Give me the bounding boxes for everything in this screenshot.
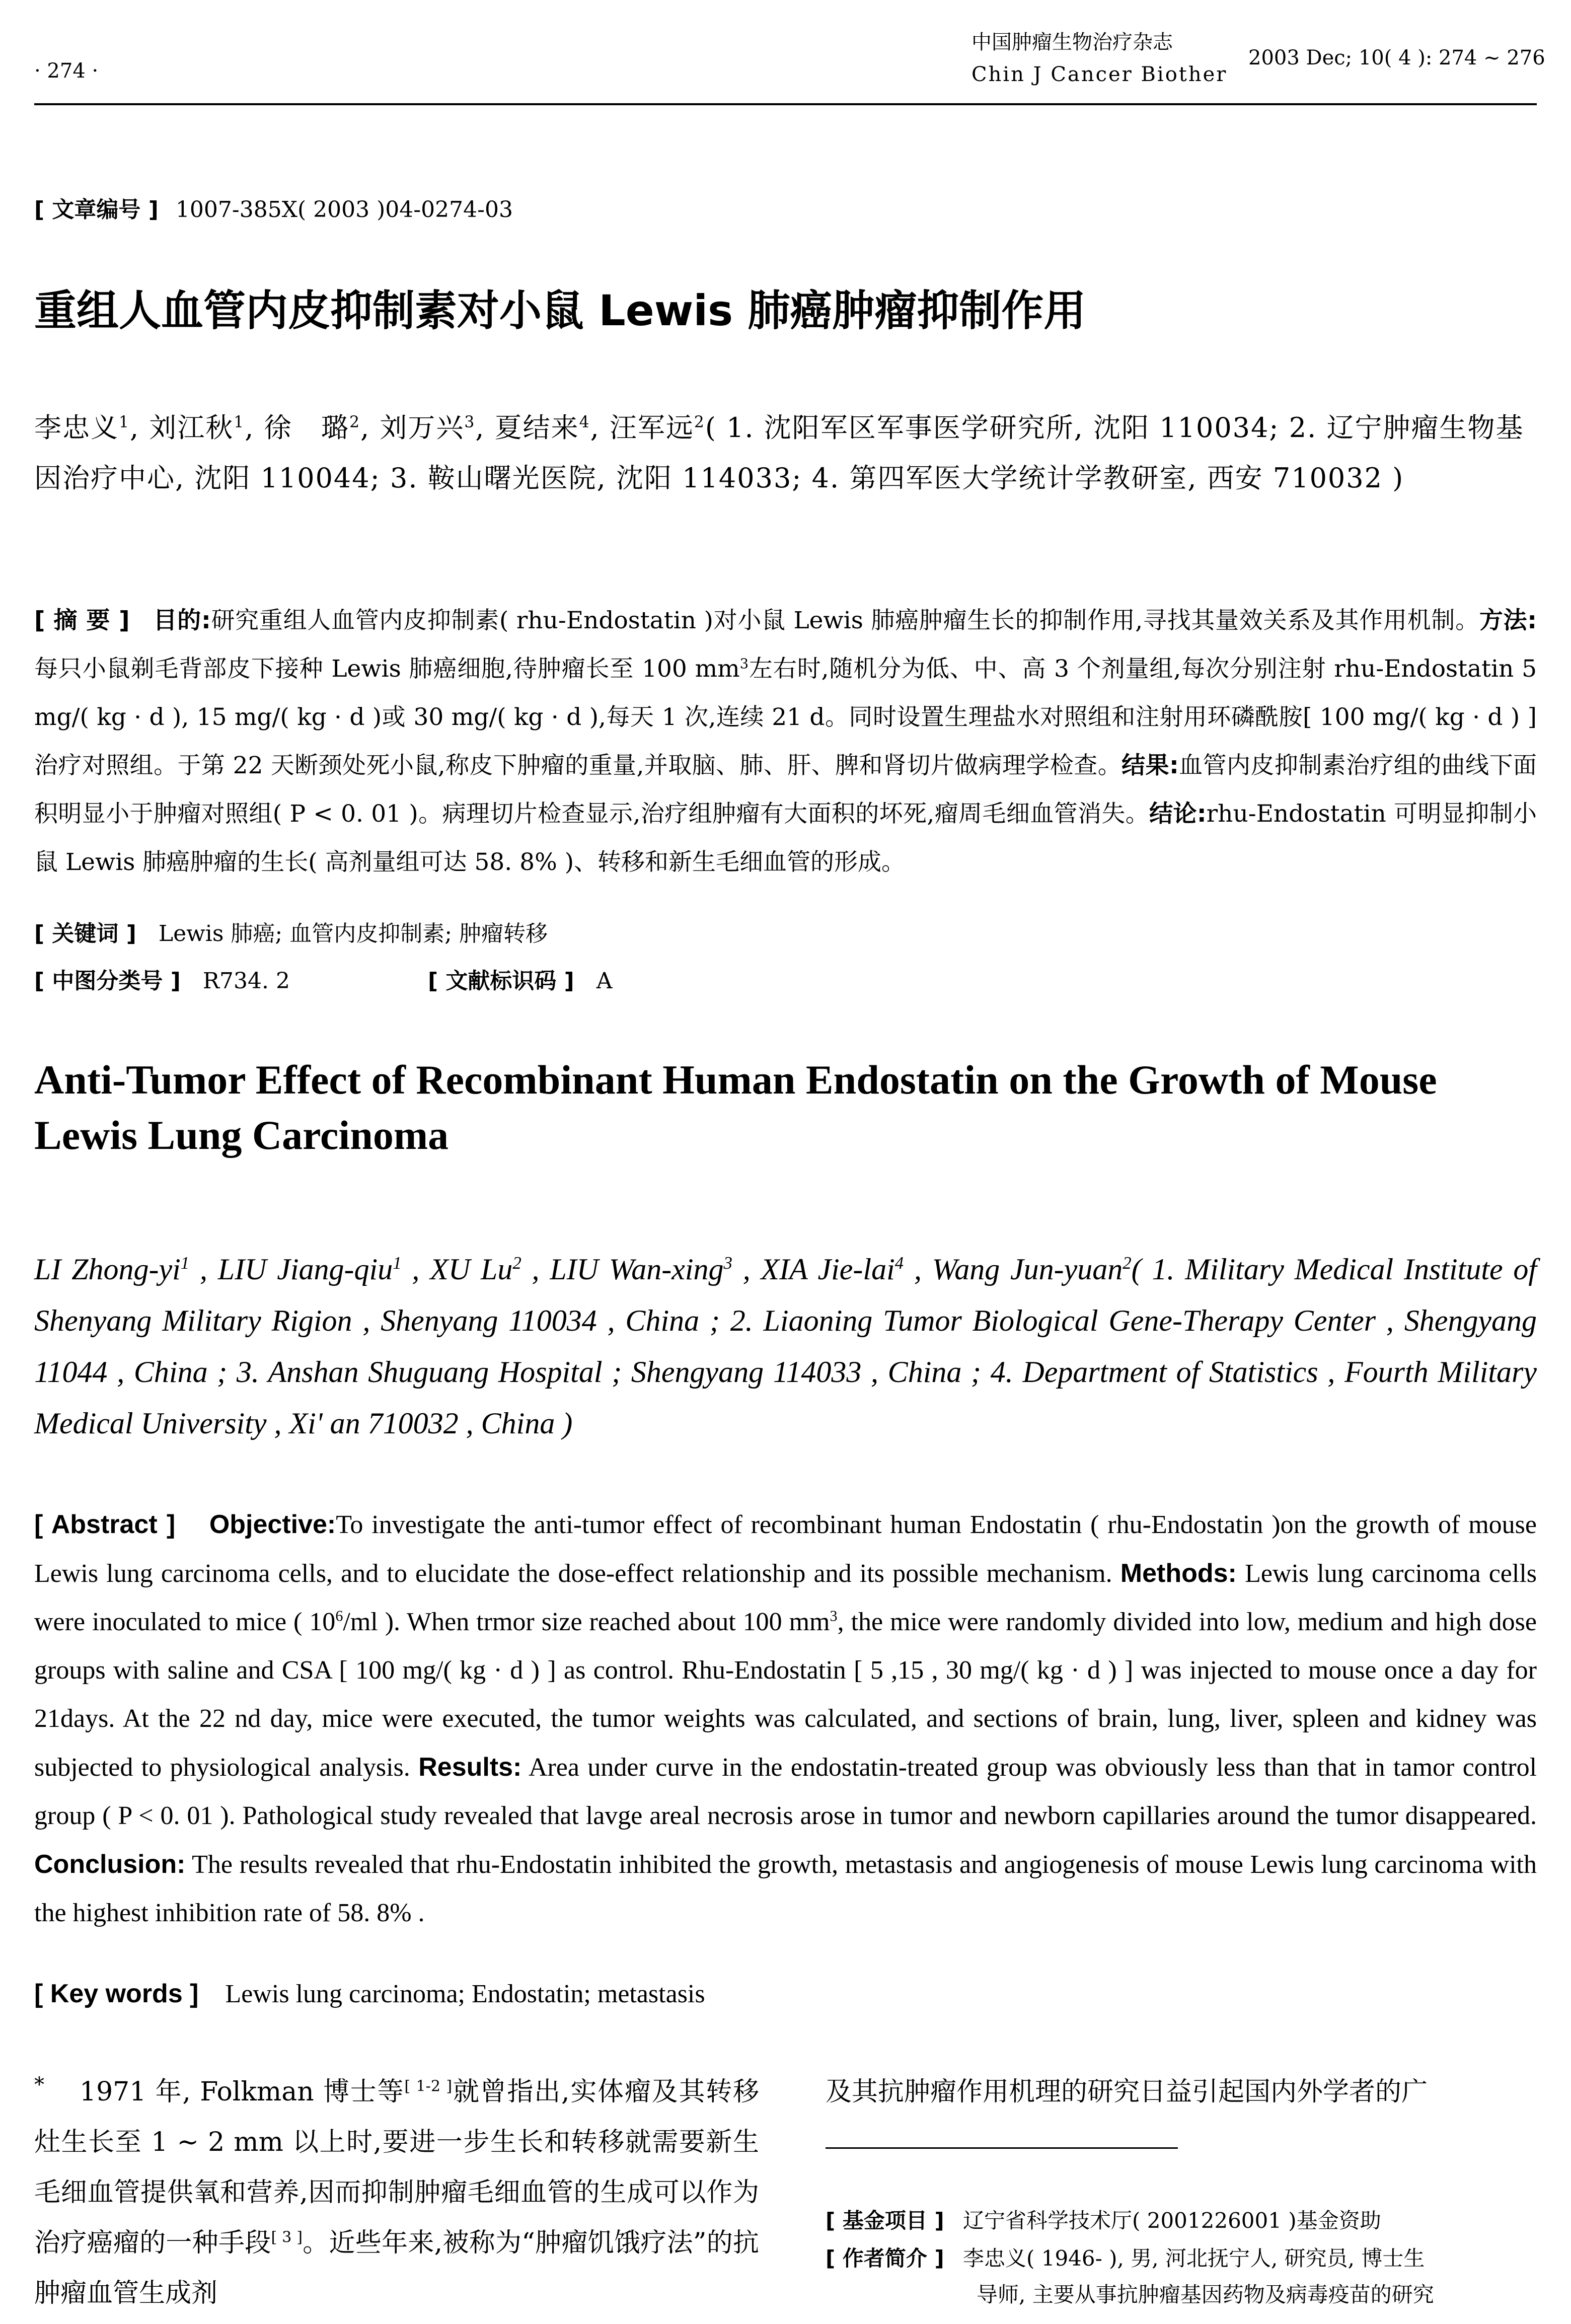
author-cn-sup: 3 — [464, 413, 476, 431]
journal-citation: 2003 Dec; 10( 4 ): 274 ~ 276 — [1248, 46, 1545, 69]
page-number: · 274 · — [34, 59, 99, 83]
footnote-fund — [826, 2204, 1381, 2234]
doc-code-value: A — [596, 968, 613, 994]
methods-cn-sup: 3 — [739, 656, 749, 672]
author-en: LIU Jiang-qiu — [217, 1253, 393, 1286]
conclusion-en-label: Conclusion: — [34, 1850, 186, 1879]
author-bio-label: [ 作者简介 ] — [826, 2246, 944, 2271]
body-text: 1971 年, Folkman 博士等 — [80, 2077, 405, 2107]
citation-ref: [ 3 ] — [271, 2228, 303, 2246]
author-en: XIA Jie-lai — [761, 1253, 895, 1286]
author-bio-value: 李忠义( 1946- ), 男, 河北抚宁人, 研究员, 博士生 — [963, 2246, 1425, 2271]
journal-name-cn: 中国肿瘤生物治疗杂志 — [971, 31, 1173, 54]
objective-cn-label: 目的: — [153, 607, 211, 634]
keywords-en-value: Lewis lung carcinoma; Endostatin; metastasis — [225, 1980, 705, 2008]
author-cn-sup: 1 — [234, 413, 245, 431]
results-en: Area under curve in the endostatin-treated group was obviously less than that in tamor control group ( P < 0. 01 ). Pathological study revealed that lavge areal necrosis arose in tumor and newborn capillaries around the tumor disappeared. — [34, 1753, 1537, 1830]
author-cn: 徐 璐 — [264, 412, 350, 444]
methods-cn: 每只小鼠剃毛背部皮下接种 Lewis 肺癌细胞,待肿瘤长至 100 mm — [34, 655, 740, 683]
abstract-en — [34, 1500, 1537, 1937]
objective-en: To investigate the anti-tumor effect of recombinant human Endostatin ( rhu-Endostatin )on the growth of mouse Lewis lung carcinoma cells, and to elucidate the dose-effect relationship and its possible mechanism. — [34, 1510, 1537, 1588]
keywords-cn-value: Lewis 肺癌; 血管内皮抑制素; 肿瘤转移 — [158, 921, 548, 947]
footnote-rule — [826, 2147, 1178, 2149]
methods-en-cont2: , the mice were randomly divided into low, medium and high dose groups with saline and CSA [ 100 mg/( kg · d ) ] as control. Rhu-Endostatin [ 5 ,15 , 30 mg/( kg · d ) ] was injected to mouse once a day for 21days. At the 22 nd day, mice were executed, the tumor weights was calculated, and sections of brain, lung, liver, spleen and kidney was subjected to physiological analysis. — [34, 1608, 1537, 1782]
body-column-left — [34, 2067, 759, 2318]
keywords-en — [34, 1979, 705, 2009]
abstract-en-label: [ Abstract ] — [34, 1510, 176, 1539]
results-cn-label: 结果: — [1121, 752, 1179, 779]
footnote-author — [826, 2240, 1538, 2313]
author-en-sup: 1 — [393, 1253, 402, 1273]
conclusion-en: The results revealed that rhu-Endostatin inhibited the growth, metastasis and angiogenesis of mouse Lewis lung carcinoma with the highest inhibition rate of 58. 8% . — [34, 1850, 1537, 1927]
affiliations-cn: ( 1. 沈阳军区军事医学研究所, 沈阳 110034; 2. 辽宁肿瘤生物基因治疗中心, 沈阳 110044; 3. 鞍山曙光医院, 沈阳 114033; 4. 第四军医大学统计学教研室, 西安 710032 ) — [34, 412, 1524, 494]
author-en: LIU Wan-xing — [550, 1253, 724, 1286]
methods-en-sup1: 6 — [335, 1607, 343, 1625]
methods-cn-cont: 左右时,随机分为低、中、高 3 个剂量组,每次分别注射 rhu-Endostatin 5 mg/( kg · d ), 15 mg/( kg · d )或 30 mg/( kg · d ),每天 1 次,连续 21 d。同时设置生理盐水对照组和注射用环磷酰胺[ 100 mg/( kg · d ) ]治疗对照组。于第 22 天断颈处死小鼠,称皮下肿瘤的重量,并取脑、肺、肝、脾和肾切片做病理学检查。 — [34, 655, 1537, 779]
keywords-en-label: [ Key words ] — [34, 1979, 199, 2008]
conclusion-cn: rhu-Endostatin 可明显抑制小鼠 Lewis 肺癌肿瘤的生长( 高剂量组可达 58. 8% )、转移和新生毛细血管的形成。 — [34, 800, 1537, 876]
author-cn: 刘万兴 — [380, 412, 465, 444]
affiliations-en: ( 1. Military Medical Institute of Shenyang Military Rigion , Shenyang 110034 , China ; 2. Liaoning Tumor Biological Gene-Therapy Center , Shengyang 11044 , China ; 3. Anshan Shuguang Hospital ; Shengyang 114033 , China ; 4. Department of Statistics , Fourth Military Medical University , Xi' an 710032 , China ) — [34, 1253, 1537, 1440]
author-cn-sup: 1 — [119, 413, 130, 431]
author-en-sup: 3 — [723, 1253, 732, 1273]
abstract-cn-label: [ 摘 要 ] — [34, 607, 130, 634]
conclusion-cn-label: 结论: — [1149, 800, 1207, 828]
body-text-cont2: 。近些年来,被称为“肿瘤饥饿疗法”的抗肿瘤血管生成剂 — [34, 2228, 759, 2308]
authors-cn: 李忠义$^1$, 刘江秋$^1$, 徐 璐$^2$, 刘万兴$^3$, 夏结来$^4$, 汪军远$^2$( 1. 沈阳军区军事医学研究所, 沈阳 110034; 2. 辽宁肿瘤生物基因治疗中心, 沈阳 110044; 3. 鞍山曙光医院, 沈阳 114033; 4. 第四军医大学统计学教研室, 西安 710032 ) — [34, 412, 1524, 494]
title-en: Anti-Tumor Effect of Recombinant Human Endostatin on the Growth of Mouse Lewis Lung Carcinoma — [34, 1057, 1437, 1158]
author-cn-sup: 4 — [579, 413, 590, 431]
author-en-sup: 2 — [512, 1253, 521, 1273]
author-en: XU Lu — [430, 1253, 513, 1286]
author-en-sup: 2 — [1123, 1253, 1132, 1273]
author-cn: 李忠义 — [34, 412, 119, 444]
author-cn: 夏结来 — [494, 412, 579, 444]
author-cn: 汪军远 — [609, 412, 694, 444]
citation-ref: [ 1-2 ] — [404, 2077, 453, 2095]
objective-cn: 研究重组人血管内皮抑制素( rhu-Endostatin )对小鼠 Lewis 肺癌肿瘤生长的抑制作用,寻找其量效关系及其作用机制。 — [210, 607, 1479, 634]
doc-code-label: [ 文献标识码 ] — [427, 968, 574, 994]
title-cn: 重组人血管内皮抑制素对小鼠 Lewis 肺癌肿瘤抑制作用 — [34, 286, 1086, 335]
author-cn-sup: 2 — [694, 413, 705, 431]
clc-label: [ 中图分类号 ] — [34, 968, 181, 994]
author-bio-value-cont: 导师, 主要从事抗肿瘤基因药物及病毒疫苗的研究 — [977, 2282, 1434, 2307]
author-en-sup: 4 — [894, 1253, 904, 1273]
abstract-cn — [34, 597, 1537, 887]
keywords-cn-label: [ 关键词 ] — [34, 921, 136, 947]
article-number-label: [ 文章编号 ] — [34, 197, 159, 223]
clc-value: R734. 2 — [202, 968, 290, 994]
methods-en: Lewis lung carcinoma cells were inoculated to mice ( 10 — [34, 1559, 1537, 1636]
methods-cn-label: 方法: — [1479, 607, 1537, 634]
article-number — [34, 191, 513, 224]
methods-en-label: Methods: — [1120, 1559, 1237, 1588]
results-cn: 血管内皮抑制素治疗组的曲线下面积明显小于肿瘤对照组( P < 0. 01 )。病理切片检查显示,治疗组肿瘤有大面积的坏死,瘤周毛细血管消失。 — [34, 752, 1537, 828]
author-en: Wang Jun-yuan — [932, 1253, 1123, 1286]
keywords-cn — [34, 915, 548, 948]
objective-en-label: Objective: — [209, 1510, 336, 1539]
fund-label: [ 基金项目 ] — [826, 2208, 944, 2233]
author-cn-sup: 2 — [349, 413, 360, 431]
article-number-value: 1007-385X( 2003 )04-0274-03 — [175, 197, 513, 223]
body-text-cont: 就曾指出,实体瘤及其转移灶生长至 1 ~ 2 mm 以上时,要进一步生长和转移就需要新生毛细血管提供氧和营养,因而抑制肿瘤毛细血管的生成可以作为治疗癌瘤的一种手段 — [34, 2077, 759, 2258]
header-rule — [34, 103, 1537, 105]
methods-en-cont1: /ml ). When trmor size reached about 100 mm — [343, 1608, 830, 1636]
footnote-star: * — [34, 2073, 44, 2096]
journal-name-en: Chin J Cancer Biother — [971, 63, 1228, 86]
results-en-label: Results: — [418, 1753, 522, 1782]
body-column-right: 及其抗肿瘤作用机理的研究日益引起国内外学者的广 — [826, 2077, 1428, 2107]
authors-en: LI Zhong-$yi^1$ , LIU Jiang-qiu$^1$ , XU Lu$^2$ , LIU Wan-xing$^3$ , XIA Jie-lai$^4$ , Wang Jun-yuan$^2$( 1. Military Medical Institute of Shenyang Military Rigion , Shenyang 110034 , China ; 2. Liaoning Tumor Biological Gene-Therapy Center , Shengyang 11044 , China ; 3. Anshan Shuguang Hospital ; Shengyang 114033 , China ; 4. Department of Statistics , Fourth Military Medical University , Xi' an 710032 , China ) — [34, 1253, 1537, 1440]
author-cn: 刘江秋 — [149, 412, 234, 444]
classification — [34, 963, 613, 995]
methods-en-sup2: 3 — [830, 1607, 838, 1625]
author-en-sup: 1 — [180, 1253, 190, 1273]
author-en: LI Zhong-yi — [34, 1253, 181, 1286]
fund-value: 辽宁省科学技术厅( 2001226001 )基金资助 — [963, 2208, 1381, 2233]
